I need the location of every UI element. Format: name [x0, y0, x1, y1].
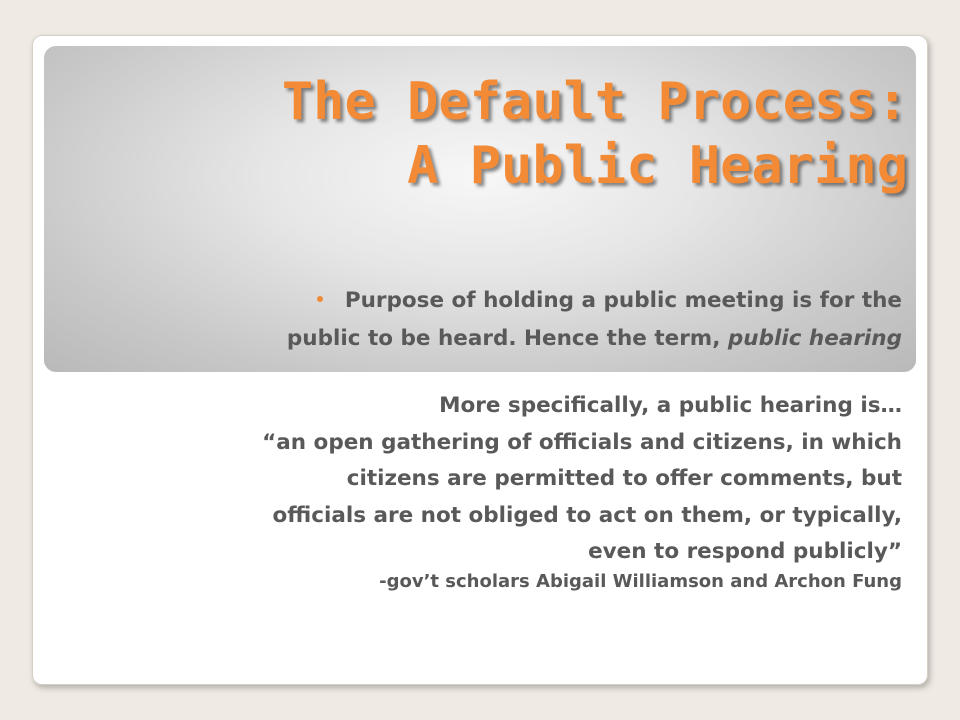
quote-block — [60, 388, 902, 571]
quote-attribution: -gov’t scholars Abigail Williamson and Archon Fung — [379, 571, 902, 592]
slide-title-line-2: A Public Hearing — [407, 136, 908, 196]
bullet-point — [92, 282, 902, 358]
quote-line: citizens are permitted to offer comments, but — [346, 466, 902, 491]
bullet-text-line-2: public to be heard. Hence the term, — [286, 326, 721, 351]
slide-title — [282, 70, 908, 198]
quote-line: even to respond publicly” — [588, 539, 902, 564]
quote-line: More specifically, a public hearing is… — [439, 393, 902, 418]
bullet-emphasis: public hearing — [727, 326, 902, 351]
bullet-icon — [317, 296, 323, 302]
quote-line: “an open gathering of officials and citizens, in which — [262, 429, 902, 455]
bullet-line-1 — [92, 282, 902, 320]
slide-title-line-1: The Default Process: — [281, 72, 908, 132]
bullet-text-line-1: Purpose of holding a public meeting is for the — [344, 288, 902, 313]
bullet-line-2 — [92, 320, 902, 358]
quote-line: officials are not obliged to act on them, or typically, — [272, 502, 902, 528]
